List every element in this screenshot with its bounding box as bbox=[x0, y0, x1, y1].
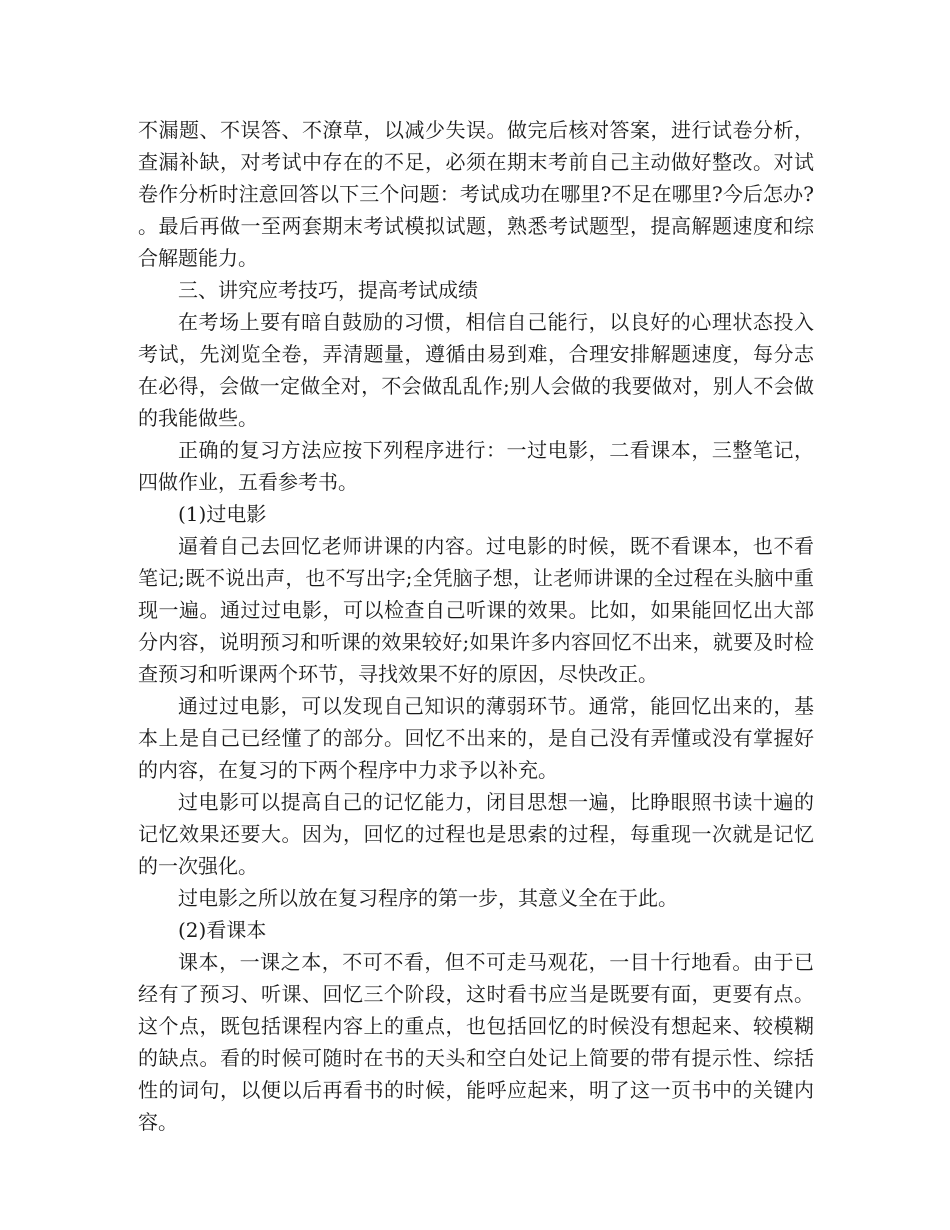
subheading-recall: (1)过电影 bbox=[178, 502, 267, 526]
paragraph-review-procedure: 正确的复习方法应按下列程序进行：一过电影，二看课本，三整笔记，四做作业，五看参考书。 bbox=[138, 438, 814, 494]
paragraph-exam-mindset: 在考场上要有暗自鼓励的习惯，相信自己能行，以良好的心理状态投入考试，先浏览全卷，弄清题量，遵循由易到难，合理安排解题速度，每分志在必得，会做一定做全对，不会做乱乱作;别人会做的我要做对，别人不会做的我能做些。 bbox=[138, 310, 814, 430]
document-body bbox=[138, 114, 814, 1138]
paragraph-memory: 过电影可以提高自己的记忆能力，闭目思想一遍，比睁眼照书读十遍的记忆效果还要大。因为，回忆的过程也是思索的过程，每重现一次就是记忆的一次强化。 bbox=[138, 790, 814, 878]
paragraph-textbook-reading: 课本，一课之本，不可不看，但不可走马观花，一目十行地看。由于已经有了预习、听课、回忆三个阶段，这时看书应当是既要有面，更要有点。这个点，既包括课程内容上的重点，也包括回忆的时候没有想起来、较模糊的缺点。看的时候可随时在书的天头和空白处记上简要的带有提示性、综括性的词句，以便以后再看书的时候，能呼应起来，明了这一页书中的关键内容。 bbox=[138, 950, 814, 1134]
paragraph-weak-points: 通过过电影，可以发现自己知识的薄弱环节。通常，能回忆出来的，基本上是自己已经懂了的部分。回忆不出来的，是自己没有弄懂或没有掌握好的内容，在复习的下两个程序中力求予以补充。 bbox=[138, 694, 814, 782]
subheading-textbook: (2)看课本 bbox=[178, 918, 267, 942]
paragraph-first-step: 过电影之所以放在复习程序的第一步，其意义全在于此。 bbox=[178, 886, 678, 910]
paragraph-continuation: 不漏题、不误答、不潦草，以减少失误。做完后核对答案，进行试卷分析，查漏补缺，对考试中存在的不足，必须在期末考前自己主动做好整改。对试卷作分析时注意回答以下三个问题：考试成功在哪里?不足在哪里?今后怎办?。最后再做一至两套期末考试模拟试题，熟悉考试题型，提高解题速度和综合解题能力。 bbox=[138, 118, 814, 270]
section-heading-exam-skills: 三、讲究应考技巧，提高考试成绩 bbox=[178, 278, 478, 302]
paragraph-recall-method: 逼着自己去回忆老师讲课的内容。过电影的时候，既不看课本，也不看笔记;既不说出声，也不写出字;全凭脑子想，让老师讲课的全过程在头脑中重现一遍。通过过电影，可以检查自己听课的效果。比如，如果能回忆出大部分内容，说明预习和听课的效果较好;如果许多内容回忆不出来，就要及时检查预习和听课两个环节，寻找效果不好的原因，尽快改正。 bbox=[138, 534, 814, 686]
